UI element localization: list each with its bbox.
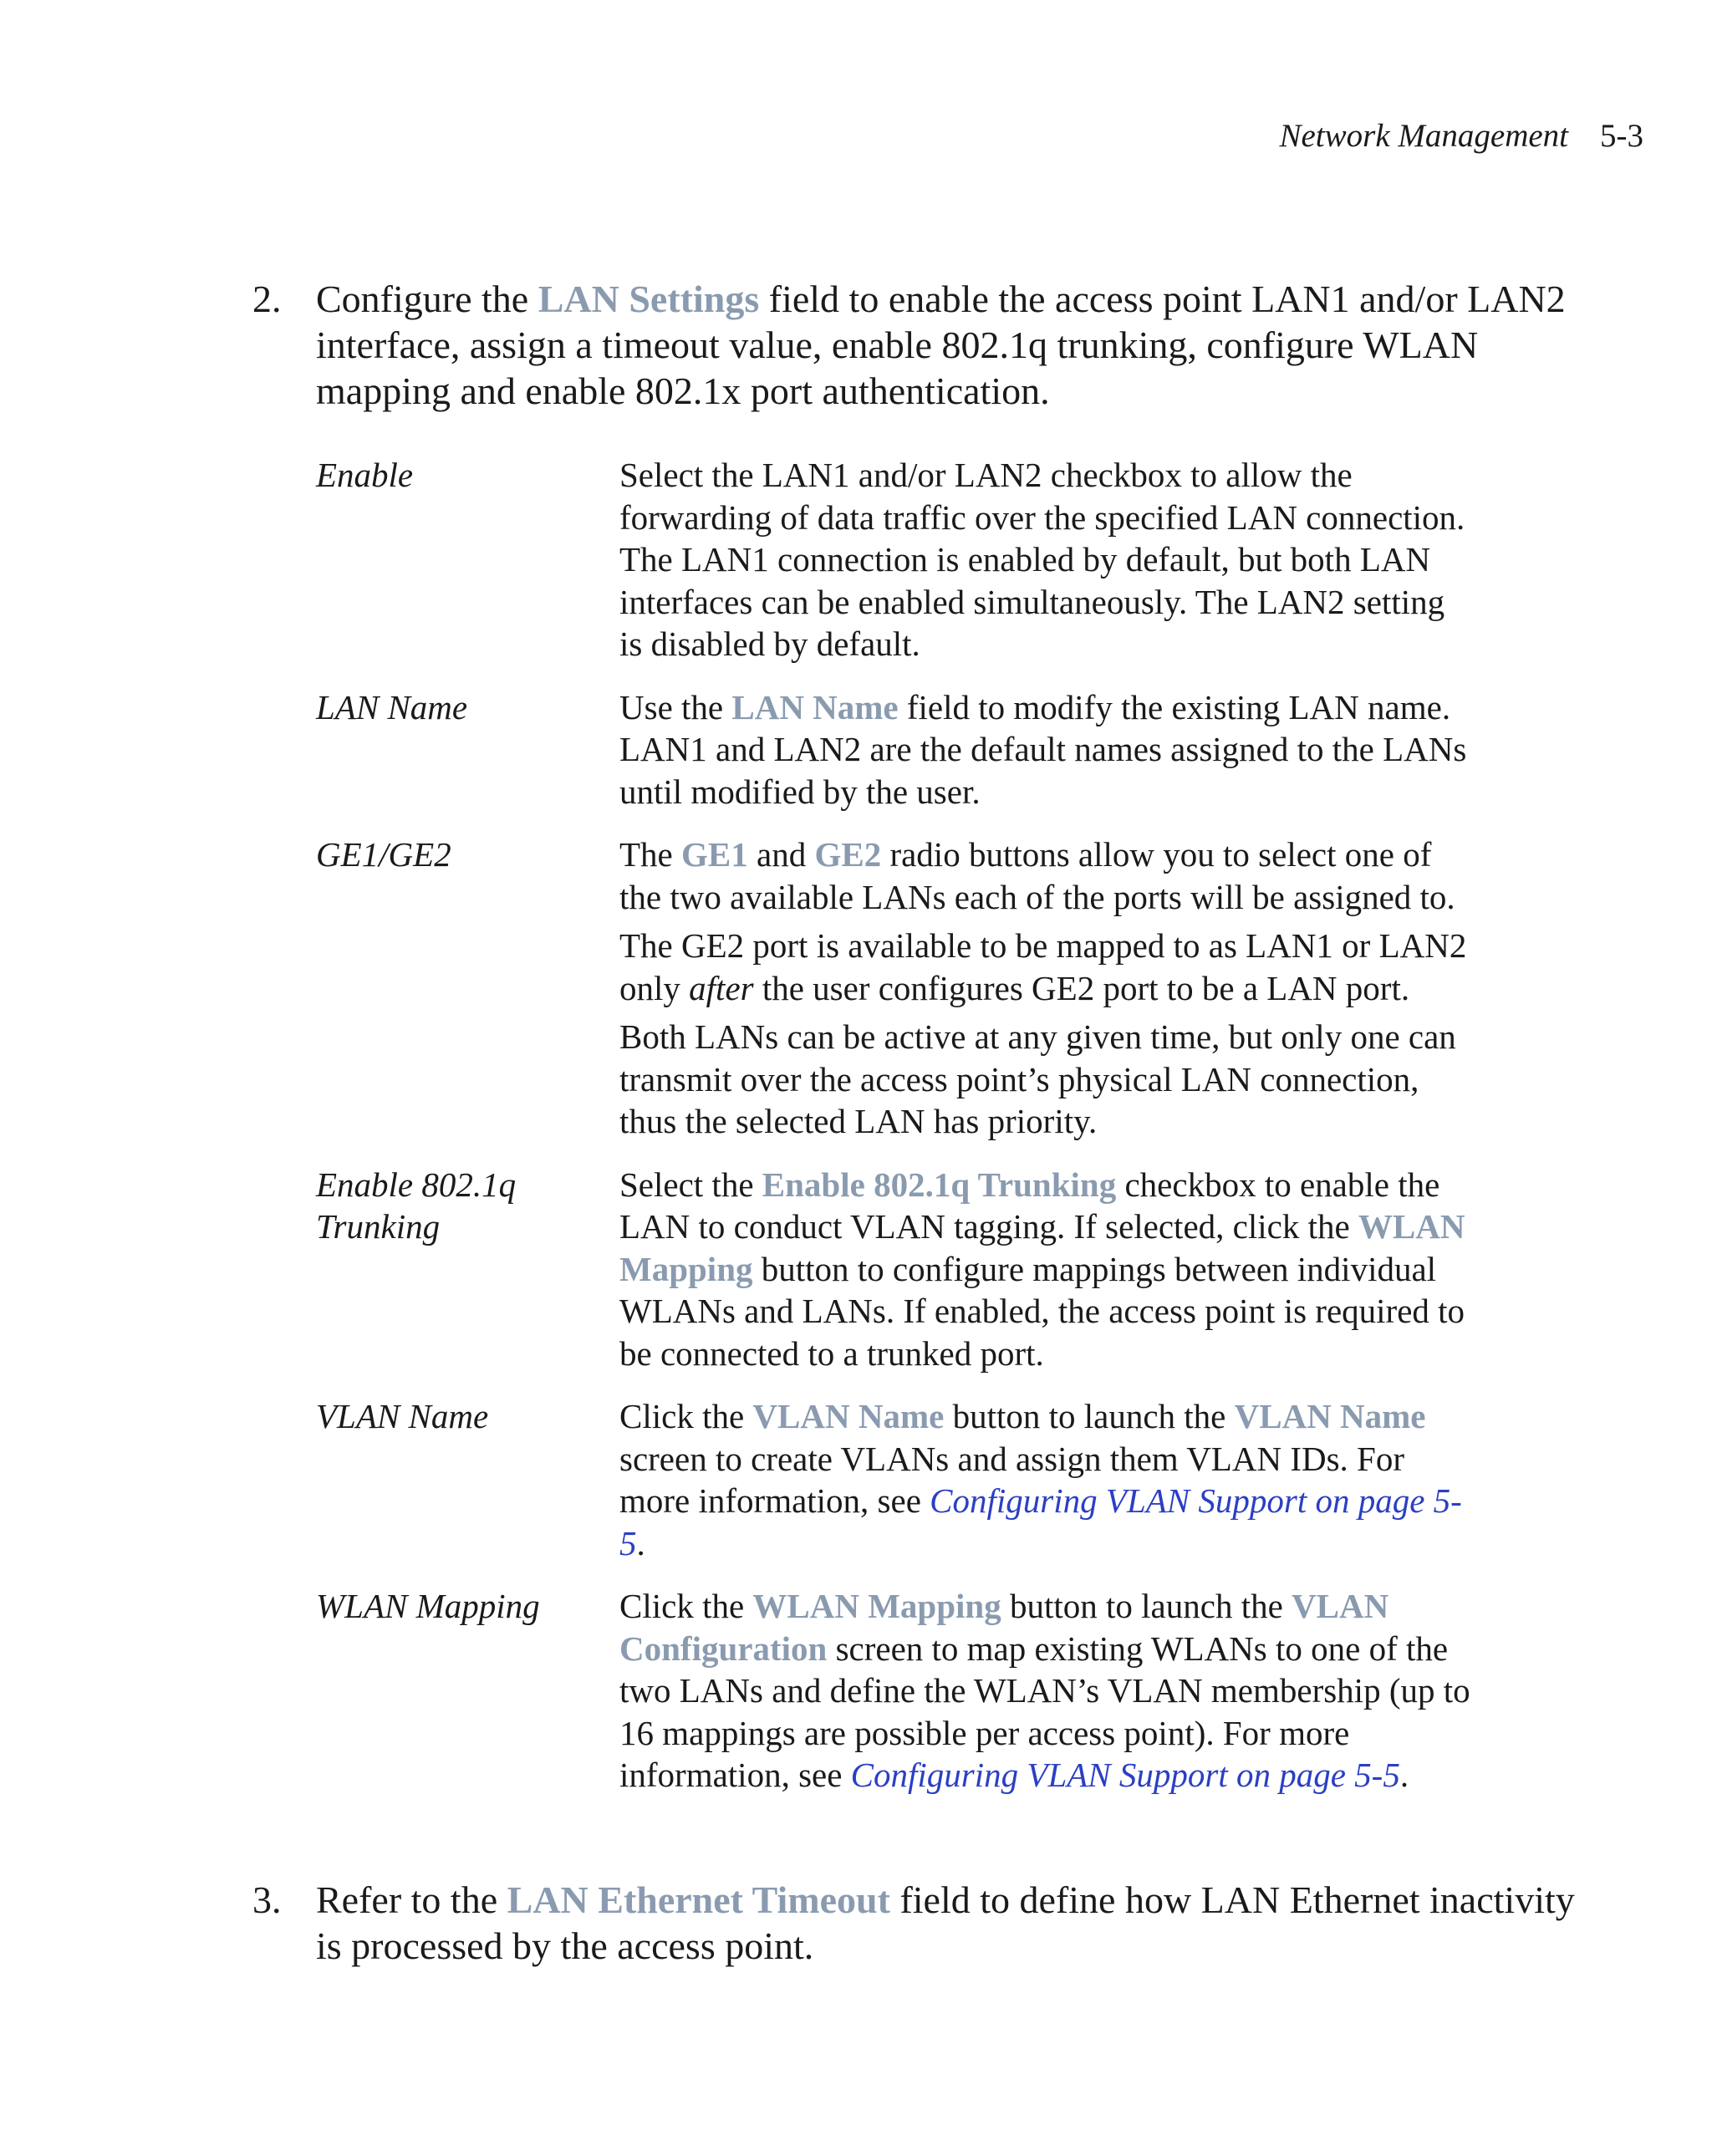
text-run: The <box>619 835 681 874</box>
def-vlan-name <box>316 1395 1486 1564</box>
def-enable <box>316 454 1486 665</box>
running-header <box>1279 117 1643 155</box>
text-run: Both LANs can be active at any given time, but only one can transmit over the access point’s physical LAN connection, thus the selected LAN has priority. <box>619 1017 1456 1140</box>
text-run: Use the <box>619 687 732 726</box>
step-text-run: Refer to the <box>316 1878 507 1921</box>
def-description <box>619 1585 1472 1797</box>
step-text <box>316 276 1590 414</box>
def-description <box>619 686 1472 813</box>
page-number: 5-3 <box>1600 118 1643 154</box>
ui-term-enable-trunking: Enable 802.1q Trunking <box>762 1165 1117 1204</box>
cross-reference-link[interactable]: Configuring VLAN Support on page 5-5 <box>619 1481 1462 1562</box>
text-run: The GE2 port is available to be mapped to as LAN1 or LAN2 only <box>619 926 1467 1007</box>
def-paragraph <box>619 833 1472 918</box>
ui-term-ge2: GE2 <box>814 835 882 874</box>
text-run: Click the <box>619 1587 753 1625</box>
def-term: WLAN Mapping <box>316 1587 540 1625</box>
step-number: 2. <box>252 278 282 320</box>
step-text-run: field to define how LAN Ethernet inactivity is processed by the access point. <box>316 1878 1575 1967</box>
def-term: Enable <box>316 456 414 494</box>
step-text <box>316 1877 1590 1969</box>
ui-term-wlan-mapping: WLAN Mapping <box>752 1587 1001 1625</box>
text-run: Select the <box>619 1165 762 1204</box>
ui-term-vlan-name: VLAN Name <box>752 1397 945 1435</box>
ui-term-lan-ethernet-timeout: LAN Ethernet Timeout <box>507 1878 890 1921</box>
def-ge1-ge2 <box>316 833 1486 1143</box>
def-term: LAN Name <box>316 687 468 726</box>
text-run: button to configure mappings between individual WLANs and LANs. If enabled, the access point is required to be connected to a trunked port. <box>619 1249 1465 1373</box>
def-wlan-mapping <box>316 1585 1486 1797</box>
step-text-run: field to enable the access point LAN1 and/or LAN2 interface, assign a timeout value, enable 802.1q trunking, configure WLAN mapping and enable 802.1x port authentication. <box>316 278 1566 412</box>
text-run: button to launch the <box>1001 1587 1292 1625</box>
step-text-run: Configure the <box>316 278 538 320</box>
def-paragraph <box>619 1585 1472 1797</box>
def-description <box>619 1164 1472 1375</box>
def-paragraph <box>619 686 1472 813</box>
def-lan-name <box>316 686 1486 813</box>
def-paragraph <box>619 454 1472 665</box>
def-paragraph <box>619 925 1472 1009</box>
term-line: Trunking <box>316 1207 441 1246</box>
ui-term-vlan-name-screen: VLAN Name <box>1234 1397 1426 1435</box>
text-run: screen to map existing WLANs to one of the two LANs and define the WLAN’s VLAN membership (up to 16 mappings are possible per access point). For more information, see <box>619 1628 1470 1794</box>
section-title: Network Management <box>1279 118 1568 154</box>
ui-term-ge1: GE1 <box>681 835 748 874</box>
def-trunking <box>316 1164 1486 1375</box>
def-paragraph <box>619 1395 1472 1564</box>
text-run: Select the LAN1 and/or LAN2 checkbox to allow the forwarding of data traffic over the specified LAN connection. The LAN1 connection is enabled by default, but both LAN interfaces can be enabled simultaneously. The LAN2 setting is disabled by default. <box>619 456 1465 663</box>
step-number: 3. <box>252 1878 282 1921</box>
text-run: screen to create VLANs and assign them VLAN IDs. For more information, see <box>619 1439 1404 1520</box>
definition-list <box>316 454 1486 1817</box>
term-line: Enable 802.1q <box>316 1165 517 1204</box>
ui-term-vlan-configuration: VLAN Configuration <box>619 1587 1389 1668</box>
step-2 <box>252 276 1590 414</box>
def-description <box>619 1395 1472 1564</box>
emphasis: after <box>689 968 754 1007</box>
text-run: . <box>636 1523 645 1562</box>
cross-reference-link[interactable]: Configuring VLAN Support on page 5-5 <box>850 1756 1400 1794</box>
ui-term-wlan-mapping: WLAN Mapping <box>619 1207 1465 1288</box>
def-term <box>316 1164 592 1248</box>
text-run: field to modify the existing LAN name. LAN1 and LAN2 are the default names assigned to the LANs until modified by the user. <box>619 687 1467 811</box>
ui-term-lan-settings: LAN Settings <box>538 278 760 320</box>
text-run: button to launch the <box>944 1397 1235 1435</box>
text-run: and <box>747 835 815 874</box>
def-term: GE1/GE2 <box>316 835 451 874</box>
text-run: checkbox to enable the LAN to conduct VLAN tagging. If selected, click the <box>619 1165 1440 1246</box>
step-3 <box>252 1877 1590 1969</box>
text-run: . <box>1399 1756 1409 1794</box>
text-run: Click the <box>619 1397 753 1435</box>
def-description <box>619 454 1472 665</box>
def-description <box>619 833 1472 1143</box>
text-run: the user configures GE2 port to be a LAN port. <box>753 968 1410 1007</box>
def-paragraph <box>619 1164 1472 1375</box>
ui-term-lan-name: LAN Name <box>731 687 899 726</box>
text-run: radio buttons allow you to select one of the two available LANs each of the ports will be assigned to. <box>619 835 1455 916</box>
def-paragraph <box>619 1016 1472 1143</box>
def-term: VLAN Name <box>316 1397 489 1435</box>
